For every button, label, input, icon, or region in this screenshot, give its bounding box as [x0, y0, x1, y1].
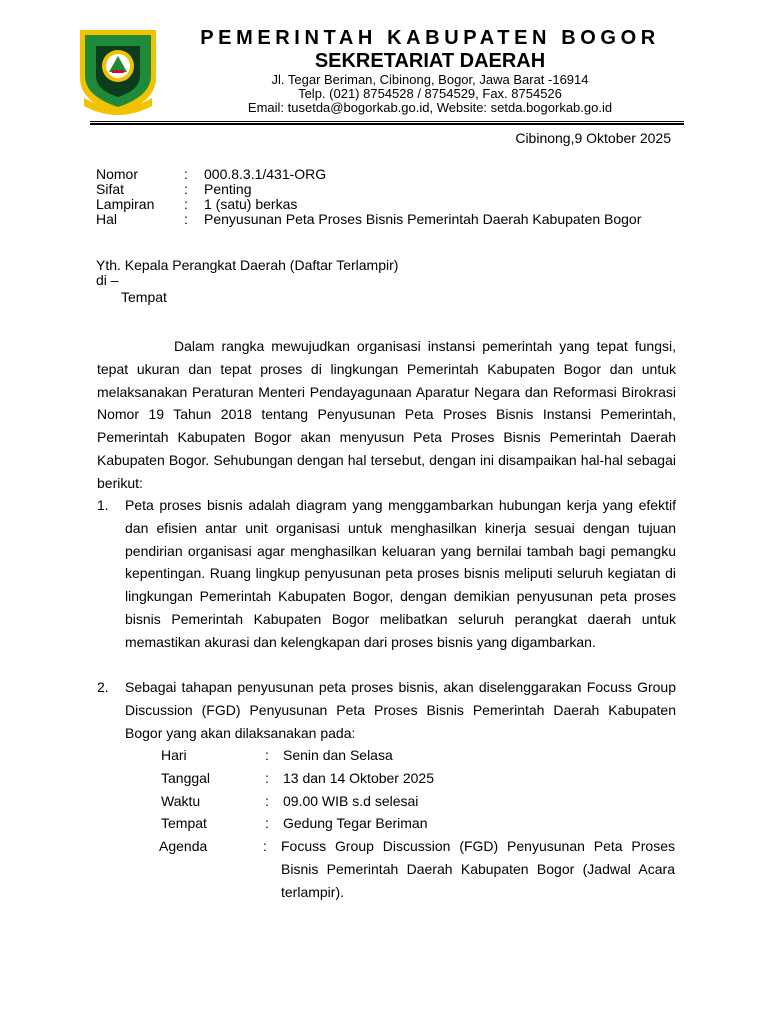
meta-label: Lampiran	[96, 196, 155, 212]
meta-label: Sifat	[96, 181, 125, 197]
letterhead-address: Jl. Tegar Beriman, Cibinong, Bogor, Jawa Barat -16914	[271, 72, 589, 87]
schedule-value: Senin dan Selasa	[283, 747, 393, 763]
letterhead-divider-thick	[90, 123, 684, 125]
schedule-label: Hari	[161, 747, 187, 763]
intro-text: Dalam rangka mewujudkan organisasi instansi pemerintah yang tepat fungsi, tepat ukuran dan tepat proses di lingkungan Pemerintah Kabupaten Bogor dan untuk melaksanakan Peraturan Menteri Pendayagunaan Aparatur Negara dan Reformasi Birokrasi Nomor 19 Tahun 2018 tentang Penyusunan Peta Proses Bisnis Instansi Pemerintah, Pemerintah Kabupaten Bogor akan menyusun Peta Proses Bisnis Pemerintah Daerah Kabupaten Bogor. Sehubungan dengan hal tersebut, dengan ini disampaikan hal-hal sebagai berikut:	[97, 338, 676, 491]
list-item-2	[97, 676, 676, 744]
letterhead-contact: Email: tusetda@bogorkab.go.id, Website: setda.bogorkab.go.id	[247, 100, 613, 115]
list-item-1	[97, 494, 676, 654]
list-item-number: 1.	[97, 497, 109, 513]
schedule-value: Gedung Tegar Beriman	[283, 815, 428, 831]
schedule-row-hari	[161, 744, 681, 767]
schedule-label: Waktu	[161, 793, 201, 809]
list-item-text: Sebagai tahapan penyusunan peta proses bisnis, akan diselenggarakan Focuss Group Discussion (FGD) Penyusunan Peta Proses Bisnis Pemerintah Daerah Kabupaten Bogor yang akan dilaksanakan pada:	[125, 679, 676, 741]
schedule-sep: :	[265, 770, 269, 786]
intro-paragraph	[97, 335, 676, 495]
letterhead-phone: Telp. (021) 8754528 / 8754529, Fax. 8754526	[298, 86, 562, 101]
schedule-row-tanggal	[161, 767, 681, 790]
kabupaten-bogor-logo	[74, 26, 162, 116]
list-item-text: Peta proses bisnis adalah diagram yang menggambarkan hubungan kerja yang efektif dan efisien antar unit organisasi untuk menghasilkan kinerja sesuai dengan tujuan pendirian organisasi agar menghasilkan keluaran yang bernilai tambah bagi pemangku kepentingan. Ruang lingkup penyusunan peta proses bisnis meliputi seluruh kegiatan di lingkungan Pemerintah Kabupaten Bogor, dengan demikian penyusunan peta proses bisnis Pemerintah Kabupaten Bogor melibatkan seluruh perangkat daerah untuk memastikan akurasi dan kelengkapan dari proses bisnis yang digambarkan.	[125, 497, 676, 650]
schedule-row-agenda	[159, 835, 679, 905]
letter-date: Cibinong,9 Oktober 2025	[515, 130, 671, 146]
meta-value: Penyusunan Peta Proses Bisnis Pemerintah Daerah Kabupaten Bogor	[204, 211, 642, 227]
list-item-number: 2.	[97, 679, 109, 695]
schedule-sep: :	[263, 838, 267, 854]
schedule-label: Agenda	[159, 838, 208, 854]
meta-value: Penting	[204, 181, 252, 197]
meta-label: Nomor	[96, 166, 139, 182]
letterhead-divider-thin	[90, 121, 684, 122]
recipient-place: Tempat	[121, 289, 167, 305]
meta-label: Hal	[96, 211, 118, 227]
recipient-di: di –	[96, 272, 119, 288]
letterhead-unit-name: SEKRETARIAT DAERAH	[314, 50, 546, 72]
schedule-sep: :	[265, 815, 269, 831]
schedule-row-tempat	[161, 812, 681, 835]
schedule-value: 09.00 WIB s.d selesai	[283, 793, 419, 809]
meta-sep: :	[184, 211, 188, 227]
meta-sep: :	[184, 181, 188, 197]
schedule-label: Tempat	[161, 815, 207, 831]
meta-value: 1 (satu) berkas	[204, 196, 298, 212]
meta-value: 000.8.3.1/431-ORG	[204, 166, 327, 182]
letterhead-org-name: PEMERINTAH KABUPATEN BOGOR	[200, 27, 660, 49]
schedule-label: Tanggal	[161, 770, 211, 786]
schedule-sep: :	[265, 793, 269, 809]
meta-sep: :	[184, 196, 188, 212]
meta-sep: :	[184, 166, 188, 182]
recipient-line: Yth. Kepala Perangkat Daerah (Daftar Terlampir)	[96, 257, 399, 273]
schedule-value: 13 dan 14 Oktober 2025	[283, 770, 435, 786]
schedule-sep: :	[265, 747, 269, 763]
schedule-value: Focuss Group Discussion (FGD) Penyusunan Peta Proses Bisnis Pemerintah Daerah Kabupaten Bogor (Jadwal Acara terlampir).	[281, 838, 675, 900]
schedule-row-waktu	[161, 790, 681, 813]
